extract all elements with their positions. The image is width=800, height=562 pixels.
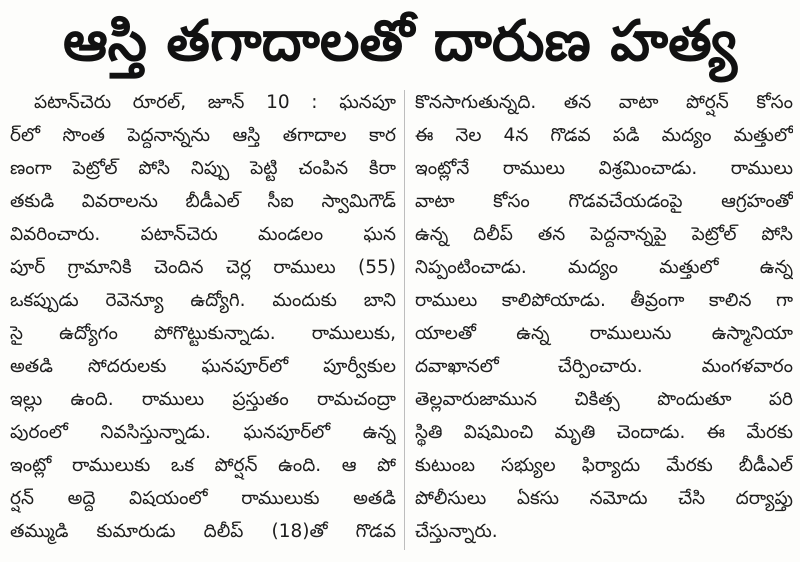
text-line: ర్‌లో సొంత పెద్దనాన్నను ఆస్తి తగాదాల కార xyxy=(10,125,396,146)
text-line: కొనసాగుతున్నది. తన వాటా పోర్షన్ కోసం xyxy=(415,92,793,113)
text-line: ఇల్లు ఉంది. రాములు ప్రస్తుతం రామచంద్రా xyxy=(10,389,396,410)
text-line: తెల్లవారుజామున చికిత్స పొందుతూ పరి xyxy=(415,389,793,410)
text-line: తమ్ముడి కుమారుడు దిలీప్ (18)తో గొడవ xyxy=(10,521,396,542)
text-line: ఈ నెల 4న గొడవ పడి మద్యం మత్తులో xyxy=(415,125,793,146)
text-line: ర్షన్ అద్దె విషయంలో రాములుకు అతడి xyxy=(10,488,396,509)
article-body xyxy=(0,86,800,556)
text-line: పోలీసులు ఏకసు నమోదు చేసి దర్యాప్తు xyxy=(415,488,793,509)
article-headline: ఆస్తి తగాదాలతో దారుణ హత్య xyxy=(62,9,738,74)
text-line: కుటుంబ సభ్యుల ఫిర్యాదు మేరకు బీడీఎల్ xyxy=(415,455,793,476)
text-line: నిప్పంటించాడు. మద్యం మత్తులో ఉన్న xyxy=(415,257,793,278)
text-line: చేస్తున్నారు. xyxy=(415,521,498,542)
text-line: వివరించారు. పటాన్‌చెరు మండలం ఘన xyxy=(10,224,396,245)
text-line: ణంగా పెట్రోల్ పోసి నిప్పు పెట్టి చంపిన కిరా xyxy=(10,158,396,179)
text-line: పటాన్‌చెరు రూరల్, జూన్ 10 : ఘనపూ xyxy=(34,92,396,113)
text-line: వాటా కోసం గొడవచేయడంపై ఆగ్రహంతో xyxy=(415,191,793,212)
text-line: అతడి సోదరులకు ఘనపూర్‌లో పూర్వీకుల xyxy=(10,356,396,377)
text-line: ఇంట్లో రాములుకు ఒక పోర్షన్ ఉంది. ఆ పో xyxy=(10,455,396,476)
text-line: సై ఉద్యోగం పోగొట్టుకున్నాడు. రాములుకు, xyxy=(10,323,396,344)
column-divider xyxy=(404,90,405,550)
text-line: యాలతో ఉన్న రాములును ఉస్మానియా xyxy=(415,323,793,344)
text-line: రాములు కాలిపోయాడు. తీవ్రంగా కాలిన గా xyxy=(415,290,793,311)
text-line: దవాఖానలో చేర్పించారు. మంగళవారం xyxy=(415,356,793,377)
text-line: స్థితి విషమించి మృతి చెందాడు. ఈ మేరకు xyxy=(415,422,793,443)
text-line: ఇంట్లోనే రాములు విశ్రమించాడు. రాములు xyxy=(415,158,793,179)
text-line: తకుడి వివరాలను బీడీఎల్ సీఐ స్వామిగౌడ్ xyxy=(10,191,396,212)
text-line: పురంలో నివసిస్తున్నాడు. ఘనపూర్‌లో ఉన్న xyxy=(10,422,396,443)
text-line: పూర్ గ్రామానికి చెందిన చెర్ల రాములు (55) xyxy=(10,257,396,278)
right-column xyxy=(415,86,793,548)
left-column xyxy=(10,86,396,548)
text-line: ఉన్న దిలీప్ తన పెద్దనాన్నపై పెట్రోల్ పోసి xyxy=(415,224,793,245)
text-line: ఒకప్పుడు రెవెన్యూ ఉద్యోగి. మందుకు బాని xyxy=(10,290,396,311)
